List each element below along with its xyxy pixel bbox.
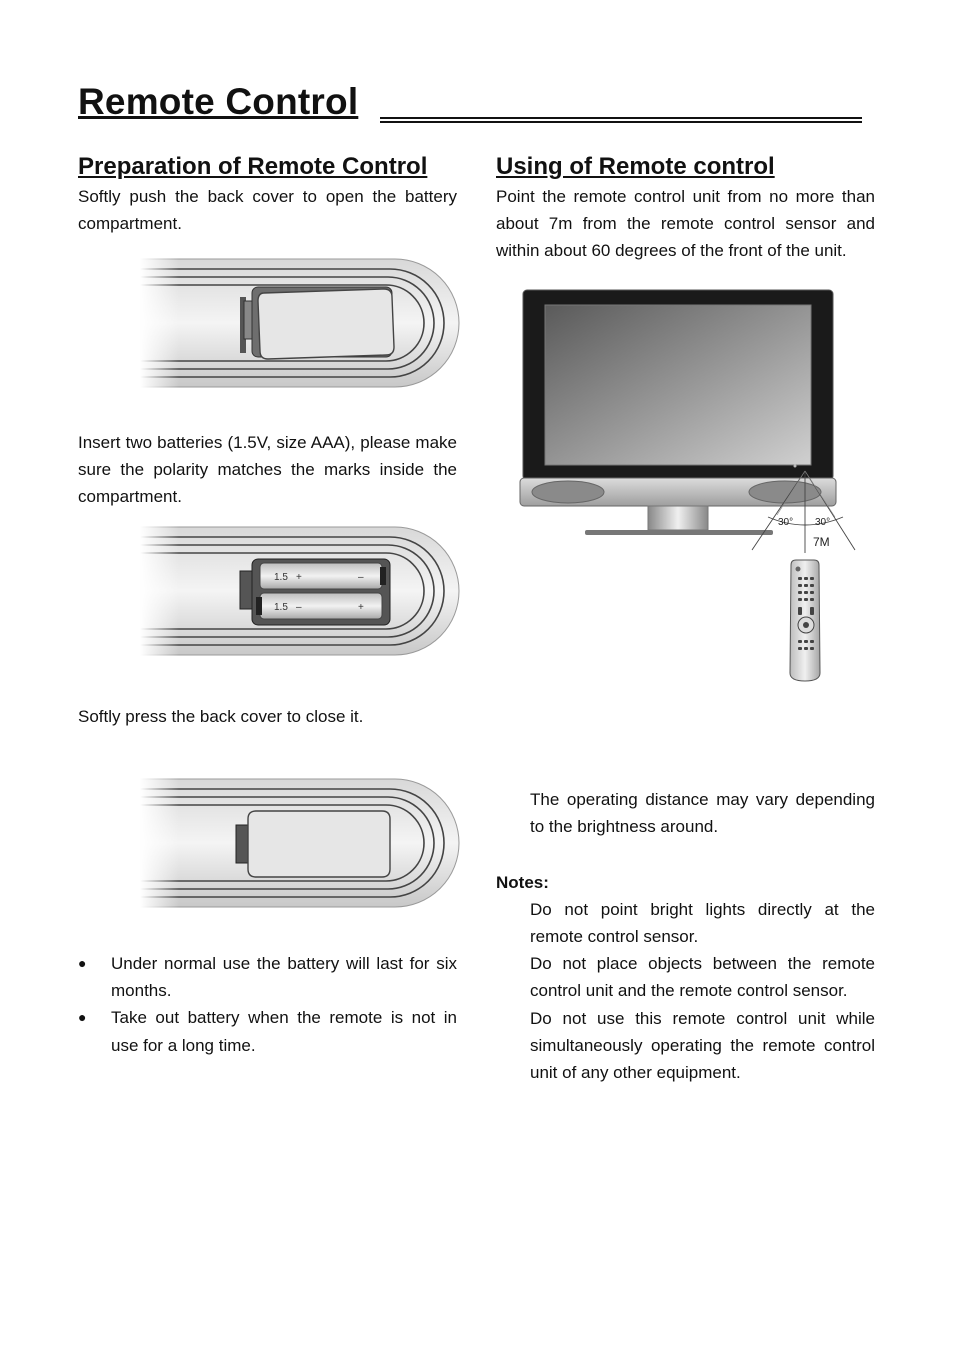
right-heading: Using of Remote control	[496, 153, 775, 180]
insert-batteries-illustration	[140, 523, 465, 663]
bullet-dot-icon: ●	[78, 955, 87, 971]
step1-text: Softly push the back cover to open the battery compartment.	[78, 187, 457, 234]
notes-label: Notes:	[496, 873, 549, 892]
bullet-item: ● Under normal use the battery will last for six months.	[78, 950, 457, 1004]
note-item: Do not point bright lights directly at the remote control sensor.	[530, 900, 875, 947]
bullet-item: ● Take out battery when the remote is not in use for a long time.	[78, 1004, 457, 1058]
step2-text: Insert two batteries (1.5V, size AAA), please make sure the polarity matches the marks inside the compartment.	[78, 433, 457, 507]
intro-text: Point the remote control unit from no more than about 7m from the remote control sensor and within about 60 degrees of the front of the unit.	[496, 187, 875, 261]
distance-label: 7M	[813, 535, 830, 549]
angle-right-label: 30°	[815, 517, 831, 528]
left-heading: Preparation of Remote Control	[78, 153, 428, 180]
close-cover-illustration	[140, 775, 465, 915]
angle-left-label: 30°	[778, 517, 794, 528]
title-rule	[380, 117, 862, 123]
battery-bullets	[78, 950, 457, 1059]
page-title: Remote Control	[78, 81, 359, 122]
note-item: Do not place objects between the remote control unit and the remote control sensor.	[530, 954, 875, 1001]
open-cover-illustration	[140, 255, 465, 395]
note-item: Do not use this remote control unit while simultaneously operating the remote control unit of any other equipment.	[530, 1009, 875, 1083]
tv-remote-diagram	[515, 285, 860, 685]
distance-note: The operating distance may vary depending to the brightness around.	[530, 790, 875, 837]
bullet-dot-icon: ●	[78, 1009, 87, 1026]
step3-text: Softly press the back cover to close it.	[78, 707, 364, 726]
